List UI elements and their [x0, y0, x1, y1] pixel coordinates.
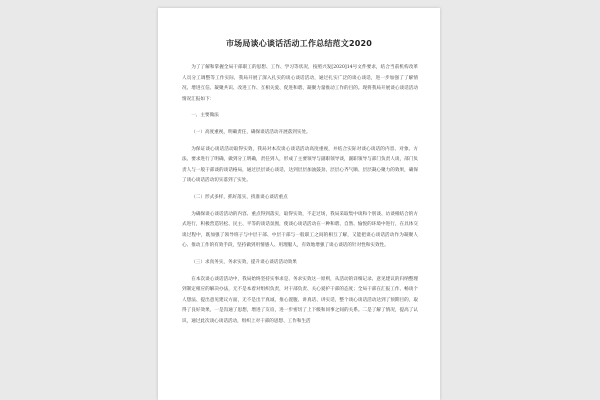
document-page	[158, 8, 440, 400]
subsection-heading-3: （三）求真务实，务求实效，提升谈心谈话活动效果	[191, 259, 297, 265]
paragraph-intro: 为了了解和掌握全局干部职工的思想、工作、学习等状况，按照兴发[2020]14号文件要求，结合当前机构改革人员分工调整等工作实际，我局开展了深入扎实的谈心谈话活动，通过扎实广泛的谈心谈话，进一步加强了了解情况、增进互信、凝聚共识、改进工作、互相关爱、促进和谐、凝聚力量推动工作的目的。现将我局开展谈心谈话活动情况汇报如下：	[182, 65, 418, 102]
subsection-heading-1: （一）高度重视，明确责任，确保谈话活动开展落到实处。	[191, 129, 311, 135]
section-heading: 一、主要做法	[191, 113, 219, 119]
document-body	[182, 63, 418, 332]
paragraph-3: 在本次谈心谈话活动中，我局始终坚持实事求是、务求实效这一原则，从活动的详细记录、意见建议的归纳整理到制定相应的解决办法，无不是本着对组织负责，对干部负责、关心爱护干部的态度；全局干部在汇报工作、畅谈个人想法、提出意见建议方面，无不是出于真诚，推心置腹、讲真话、讲实话，整个谈心谈话活动达到了预期目的，取得了良好效果，一是沟通了思想，增进了友谊，进一步密切了上下级和同事之间的关系。二是了解了情况，提高了认识，通过此次谈心谈话活动，组织上对干部的思想、工作和生活	[182, 276, 418, 324]
paragraph-1: 为保证谈心谈话活动取得实效，我局对本次谈心谈话活动高度重视，并结合实际对谈心谈话的内容、对象、方法、要求进行了明确，做到分工明确，责任到人，形成了主要领导与副职领导谈，副职领导与部门负责人谈，部门负责人与一般干部谈的谈话格局，通过层层谈心谈话，达到层层加油鼓劲、层层心齐气顺、层层凝心聚力的效果，确保了谈心谈话活动切实落到了实处。	[182, 146, 418, 184]
document-title: 市场局谈心谈话活动工作总结范文2020	[225, 39, 373, 48]
subsection-heading-2: （二）形式多样，抓好落实，找准谈心谈话重点	[191, 194, 288, 200]
paragraph-2: 为确保谈心谈话活动的内容、重点得到落实，取得实效，不走过场，我局采取集中谈和个别谈、访谈相结合的方式进行，积极营造轻松、民主、平等的谈话氛围，使谈心谈话活动在一种和谐、自然、愉悦的环境中进行，在具体交谈过程中，既加强了领导班子与中层干部、中层干部与一般职工之间的相互了解，又能把谈心谈话活动作为凝聚人心、推动工作的有效手段，坚持做到用情感人、用理服人，有效地增强了谈心谈话的针对性和实效性。	[182, 211, 418, 249]
